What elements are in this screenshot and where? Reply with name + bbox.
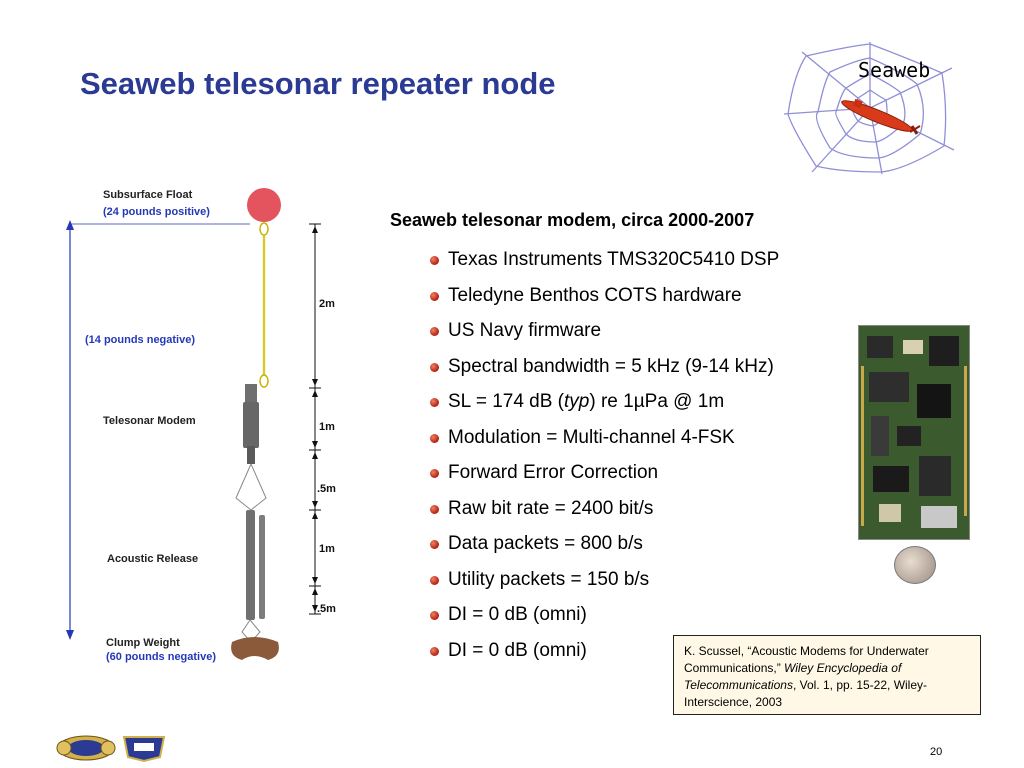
list-item: Raw bit rate = 2400 bit/s — [430, 491, 779, 527]
dimension-label: .5m — [317, 483, 336, 495]
bullet-icon — [430, 611, 439, 620]
list-item: Texas Instruments TMS320C5410 DSP — [430, 242, 779, 278]
list-item: Forward Error Correction — [430, 455, 779, 491]
bullet-icon — [430, 505, 439, 514]
dimension-label: 1m — [319, 421, 335, 433]
list-item: DI = 0 dB (omni) — [430, 597, 779, 633]
acoustic-release — [246, 510, 255, 620]
list-item: DI = 0 dB (omni) — [430, 633, 779, 669]
bullet-icon — [430, 398, 439, 407]
dimension-label: .5m — [317, 603, 336, 615]
spec-list — [430, 242, 779, 668]
list-item: Spectral bandwidth = 5 kHz (9-14 kHz) — [430, 349, 779, 385]
citation-box: K. Scussel, “Acoustic Modems for Underwater Communications,” Wiley Encyclopedia of Telecommunications, Vol. 1, pp. 15-22, Wiley-Interscience, 2003 — [673, 635, 981, 715]
list-item: Modulation = Multi-channel 4-FSK — [430, 420, 779, 456]
weight-buoyancy-label: (60 pounds negative) — [106, 651, 217, 663]
seaweb-logo-text: Seaweb — [858, 58, 931, 82]
bullet-icon — [430, 292, 439, 301]
dimension-label: 2m — [319, 298, 335, 310]
list-item: Data packets = 800 b/s — [430, 526, 779, 562]
list-item: US Navy firmware — [430, 313, 779, 349]
list-item: Utility packets = 150 b/s — [430, 562, 779, 598]
bullet-icon — [430, 576, 439, 585]
bullet-icon — [430, 469, 439, 478]
spec-heading: Seaweb telesonar modem, circa 2000-2007 — [390, 210, 755, 230]
page-number: 20 — [930, 746, 943, 758]
mooring-diagram — [60, 180, 360, 670]
bullet-icon — [430, 540, 439, 549]
telesonar-modem — [243, 402, 259, 448]
coin-scale-reference — [894, 546, 936, 584]
weight-label: Clump Weight — [106, 637, 180, 649]
list-item: SL = 174 dB (typ) re 1µPa @ 1m — [430, 384, 779, 420]
subsurface-float — [247, 188, 281, 222]
clump-weight — [231, 637, 279, 660]
float-label: Subsurface Float — [103, 189, 193, 201]
institution-logos-icon — [56, 733, 168, 763]
list-item: Teledyne Benthos COTS hardware — [430, 278, 779, 314]
bullet-icon — [430, 256, 439, 265]
modem-board-photo — [858, 325, 970, 540]
bullet-icon — [430, 327, 439, 336]
release-label: Acoustic Release — [107, 553, 199, 565]
dimension-label: 1m — [319, 543, 335, 555]
tether-buoyancy-label: (14 pounds negative) — [85, 334, 196, 346]
bullet-icon — [430, 363, 439, 372]
bullet-icon — [430, 647, 439, 656]
modem-label: Telesonar Modem — [103, 415, 196, 427]
bullet-icon — [430, 434, 439, 443]
float-buoyancy-label: (24 pounds positive) — [103, 206, 210, 218]
slide-title: Seaweb telesonar repeater node — [80, 66, 556, 101]
